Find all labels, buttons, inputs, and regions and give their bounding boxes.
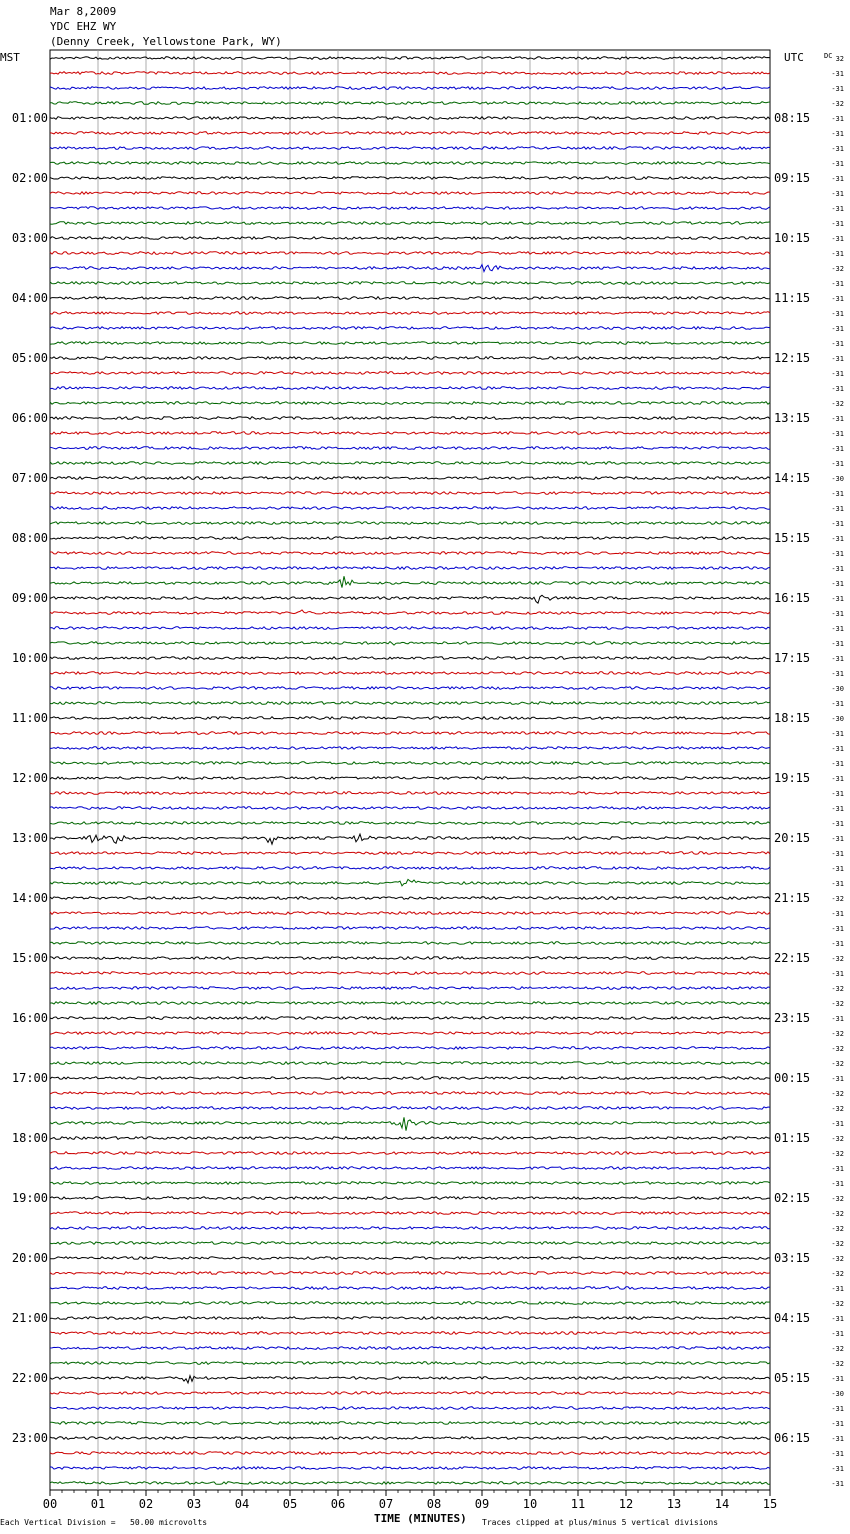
dc-offset-label: -31 xyxy=(831,430,844,438)
dc-offset-label: -32 xyxy=(831,1360,844,1368)
dc-offset-label: -31 xyxy=(831,1375,844,1383)
dc-offset-label: -31 xyxy=(831,370,844,378)
dc-offset-label: -31 xyxy=(831,1330,844,1338)
right-hour-label: 18:15 xyxy=(774,711,811,725)
trace-line xyxy=(50,1422,770,1425)
trace-line xyxy=(50,942,770,945)
dc-offset-label: -31 xyxy=(831,1480,844,1488)
trace-line xyxy=(50,462,770,465)
right-hour-label: 19:15 xyxy=(774,771,811,785)
left-hour-label: 22:00 xyxy=(11,1371,48,1385)
dc-offset-label: -31 xyxy=(831,910,844,918)
trace-line xyxy=(50,312,770,315)
trace-line xyxy=(50,792,770,795)
dc-offset-label: -31 xyxy=(831,385,844,393)
dc-offset-label: -31 xyxy=(831,745,844,753)
left-hour-label: 08:00 xyxy=(11,531,48,545)
right-hour-label: 23:15 xyxy=(774,1011,811,1025)
x-tick-label: 13 xyxy=(666,1497,682,1511)
trace-line xyxy=(50,1167,770,1170)
dc-offset-label: -31 xyxy=(831,1420,844,1428)
x-axis-title: TIME (MINUTES) xyxy=(374,1512,467,1525)
dc-offset-label: -31 xyxy=(831,880,844,888)
x-tick-label: 08 xyxy=(426,1497,442,1511)
trace-line xyxy=(50,162,770,165)
trace-line xyxy=(50,282,770,285)
right-hour-label: 15:15 xyxy=(774,531,811,545)
trace-line xyxy=(50,1242,770,1245)
trace-line xyxy=(50,576,770,587)
x-tick-label: 01 xyxy=(90,1497,106,1511)
trace-line xyxy=(50,357,770,360)
right-hour-label: 17:15 xyxy=(774,651,811,665)
dc-offset-label: -31 xyxy=(831,505,844,513)
trace-line xyxy=(50,807,770,810)
dc-offset-label: -31 xyxy=(831,415,844,423)
right-hour-label: 01:15 xyxy=(774,1131,811,1145)
trace-line xyxy=(50,595,770,603)
left-hour-label: 16:00 xyxy=(11,1011,48,1025)
trace-line xyxy=(50,777,770,780)
dc-offset-label: -31 xyxy=(831,1435,844,1443)
trace-line xyxy=(50,762,770,765)
x-tick-label: 03 xyxy=(186,1497,202,1511)
trace-line xyxy=(50,87,770,90)
dc-offset-label: -31 xyxy=(831,850,844,858)
dc-offset-label: -32 xyxy=(831,265,844,273)
x-tick-label: 07 xyxy=(378,1497,394,1511)
trace-line xyxy=(50,672,770,675)
dc-offset-label: -30 xyxy=(831,685,844,693)
trace-line xyxy=(50,1137,770,1140)
right-hour-label: 06:15 xyxy=(774,1431,811,1445)
dc-offset-label: -31 xyxy=(831,760,844,768)
left-hour-label: 21:00 xyxy=(11,1311,48,1325)
dc-offset-label: -31 xyxy=(831,820,844,828)
dc-offset-label: -31 xyxy=(831,355,844,363)
trace-line xyxy=(50,177,770,180)
dc-offset-label: -31 xyxy=(831,1405,844,1413)
dc-offset-label: -31 xyxy=(831,640,844,648)
trace-line xyxy=(50,1452,770,1455)
trace-line xyxy=(50,657,770,660)
trace-line xyxy=(50,1077,770,1080)
trace-line xyxy=(50,522,770,525)
trace-line xyxy=(50,342,770,345)
trace-line xyxy=(50,879,770,885)
dc-offset-label: -31 xyxy=(831,775,844,783)
dc-offset-label: -31 xyxy=(831,295,844,303)
dc-offset-label: -31 xyxy=(831,220,844,228)
trace-line xyxy=(50,537,770,540)
left-hour-label: 12:00 xyxy=(11,771,48,785)
trace-line xyxy=(50,1002,770,1005)
left-hour-label: 18:00 xyxy=(11,1131,48,1145)
right-hour-label: 13:15 xyxy=(774,411,811,425)
trace-line xyxy=(50,447,770,450)
left-hour-label: 13:00 xyxy=(11,831,48,845)
dc-offset-label: -31 xyxy=(831,655,844,663)
dc-offset-label: -30 xyxy=(831,1390,844,1398)
trace-line xyxy=(50,642,770,646)
right-hour-label: 02:15 xyxy=(774,1191,811,1205)
dc-offset-label: -32 xyxy=(831,1270,844,1278)
trace-line xyxy=(50,252,770,255)
trace-line xyxy=(50,702,770,705)
trace-line xyxy=(50,1032,770,1035)
dc-offset-label: -31 xyxy=(831,670,844,678)
left-hour-label: 01:00 xyxy=(11,111,48,125)
dc-offset-label: -31 xyxy=(831,790,844,798)
dc-offset-label: -31 xyxy=(831,970,844,978)
right-hour-label: 10:15 xyxy=(774,231,811,245)
trace-line xyxy=(50,372,770,375)
trace-line xyxy=(50,1437,770,1440)
x-tick-label: 11 xyxy=(570,1497,586,1511)
trace-line xyxy=(50,1467,770,1470)
left-hour-label: 15:00 xyxy=(11,951,48,965)
left-hour-label: 02:00 xyxy=(11,171,48,185)
dc-offset-label: -32 xyxy=(831,1105,844,1113)
dc-offset-label: -31 xyxy=(831,145,844,153)
trace-line xyxy=(50,132,770,135)
trace-line xyxy=(50,1347,770,1350)
trace-line xyxy=(50,972,770,975)
trace-line xyxy=(50,57,770,60)
trace-line xyxy=(50,897,770,900)
dc-offset-label: -32 xyxy=(831,1135,844,1143)
trace-line xyxy=(50,1117,770,1130)
dc-offset-label: -31 xyxy=(831,460,844,468)
dc-offset-label: -31 xyxy=(831,565,844,573)
right-hour-label: 05:15 xyxy=(774,1371,811,1385)
x-tick-label: 09 xyxy=(474,1497,490,1511)
left-hour-label: 14:00 xyxy=(11,891,48,905)
left-hour-label: 06:00 xyxy=(11,411,48,425)
trace-line xyxy=(50,507,770,510)
trace-line xyxy=(50,834,770,844)
dc-offset-label: -32 xyxy=(831,1240,844,1248)
trace-line xyxy=(50,567,770,570)
trace-line xyxy=(50,747,770,750)
dc-offset-label: -31 xyxy=(831,340,844,348)
trace-line xyxy=(50,1332,770,1335)
trace-line xyxy=(50,1047,770,1050)
dc-offset-label: -31 xyxy=(831,160,844,168)
dc-offset-label: -31 xyxy=(831,1180,844,1188)
dc-offset-label: -31 xyxy=(831,1285,844,1293)
dc-offset-label: -31 xyxy=(831,310,844,318)
dc-offset-label: -32 xyxy=(831,400,844,408)
dc-offset-label: -31 xyxy=(831,550,844,558)
trace-line xyxy=(50,627,770,630)
dc-offset-label: -31 xyxy=(831,1120,844,1128)
left-timezone-label: MST xyxy=(0,51,20,64)
trace-line xyxy=(50,102,770,105)
dc-offset-label: -31 xyxy=(831,595,844,603)
dc-offset-label: -30 xyxy=(831,715,844,723)
dc-offset-label: -31 xyxy=(831,85,844,93)
dc-offset-label: -31 xyxy=(831,610,844,618)
trace-line xyxy=(50,957,770,960)
x-tick-label: 00 xyxy=(42,1497,58,1511)
trace-line xyxy=(50,912,770,915)
trace-line xyxy=(50,852,770,855)
trace-line xyxy=(50,1197,770,1200)
dc-offset-label: -31 xyxy=(831,925,844,933)
trace-line xyxy=(50,117,770,120)
dc-offset-label: -32 xyxy=(831,1300,844,1308)
trace-line xyxy=(50,147,770,150)
dc-offset-label: -31 xyxy=(831,700,844,708)
vertical-division-note: Each Vertical Division = 50.00 microvolts xyxy=(0,1518,208,1527)
trace-line xyxy=(50,1317,770,1320)
x-tick-label: 10 xyxy=(522,1497,538,1511)
trace-line xyxy=(50,1257,770,1260)
trace-line xyxy=(50,72,770,75)
trace-line xyxy=(50,1407,770,1410)
dc-offset-label: -31 xyxy=(831,235,844,243)
trace-line xyxy=(50,717,770,720)
dc-offset-label: -31 xyxy=(831,1315,844,1323)
dc-offset-label: -31 xyxy=(831,325,844,333)
trace-line xyxy=(50,207,770,210)
left-hour-label: 23:00 xyxy=(11,1431,48,1445)
dc-offset-label: -31 xyxy=(831,625,844,633)
left-hour-label: 03:00 xyxy=(11,231,48,245)
trace-line xyxy=(50,927,770,930)
station-code: YDC EHZ WY xyxy=(50,20,117,33)
right-hour-label: 04:15 xyxy=(774,1311,811,1325)
trace-line xyxy=(50,327,770,330)
dc-offset-label: -32 xyxy=(831,1030,844,1038)
dc-offset-header: DC xyxy=(824,52,833,60)
dc-offset-label: -31 xyxy=(831,280,844,288)
trace-line xyxy=(50,192,770,195)
trace-line xyxy=(50,477,770,480)
dc-offset-label: -31 xyxy=(831,130,844,138)
right-hour-label: 00:15 xyxy=(774,1071,811,1085)
left-hour-label: 07:00 xyxy=(11,471,48,485)
left-hour-label: 10:00 xyxy=(11,651,48,665)
dc-offset-label: -32 xyxy=(831,895,844,903)
trace-line xyxy=(50,1182,770,1185)
right-hour-label: 03:15 xyxy=(774,1251,811,1265)
left-hour-label: 19:00 xyxy=(11,1191,48,1205)
trace-line xyxy=(50,1017,770,1020)
dc-offset-label: -32 xyxy=(831,1210,844,1218)
dc-offset-label: -32 xyxy=(831,1045,844,1053)
right-hour-label: 20:15 xyxy=(774,831,811,845)
trace-line xyxy=(50,1482,770,1485)
dc-offset-label: -31 xyxy=(831,940,844,948)
dc-offset-label: -31 xyxy=(831,490,844,498)
trace-line xyxy=(50,222,770,225)
x-tick-label: 04 xyxy=(234,1497,250,1511)
trace-line xyxy=(50,552,770,555)
dc-offset-label: -32 xyxy=(831,1150,844,1158)
dc-offset-label: -31 xyxy=(831,115,844,123)
dc-offset-label: -31 xyxy=(831,1015,844,1023)
trace-line xyxy=(50,610,770,614)
dc-offset-label: -31 xyxy=(831,1165,844,1173)
trace-line xyxy=(50,492,770,495)
trace-line xyxy=(50,1392,770,1395)
trace-line xyxy=(50,1376,770,1383)
dc-offset-label: -30 xyxy=(831,475,844,483)
dc-offset-label: -32 xyxy=(831,1090,844,1098)
dc-offset-label: 32 xyxy=(835,55,844,63)
right-hour-label: 12:15 xyxy=(774,351,811,365)
dc-offset-label: -31 xyxy=(831,175,844,183)
left-hour-label: 05:00 xyxy=(11,351,48,365)
dc-offset-label: -31 xyxy=(831,250,844,258)
x-tick-label: 05 xyxy=(282,1497,298,1511)
trace-line xyxy=(50,1302,770,1305)
trace-line xyxy=(50,987,770,990)
trace-line xyxy=(50,1227,770,1230)
dc-offset-label: -32 xyxy=(831,1345,844,1353)
trace-line xyxy=(50,732,770,735)
station-location: (Denny Creek, Yellowstone Park, WY) xyxy=(50,35,282,48)
dc-offset-label: -32 xyxy=(831,955,844,963)
trace-line xyxy=(50,387,770,390)
x-tick-label: 15 xyxy=(762,1497,778,1511)
x-tick-label: 14 xyxy=(714,1497,730,1511)
trace-line xyxy=(50,417,770,420)
dc-offset-label: -32 xyxy=(831,1195,844,1203)
trace-line xyxy=(50,1212,770,1215)
dc-offset-label: -31 xyxy=(831,730,844,738)
trace-line xyxy=(50,1272,770,1275)
right-hour-label: 08:15 xyxy=(774,111,811,125)
trace-line xyxy=(50,867,770,870)
trace-line xyxy=(50,822,770,825)
dc-offset-label: -31 xyxy=(831,835,844,843)
right-hour-label: 21:15 xyxy=(774,891,811,905)
dc-offset-label: -32 xyxy=(831,1225,844,1233)
clipping-note: Traces clipped at plus/minus 5 vertical divisions xyxy=(482,1518,719,1527)
right-hour-label: 16:15 xyxy=(774,591,811,605)
right-timezone-label: UTC xyxy=(784,51,804,64)
trace-line xyxy=(50,402,770,405)
trace-line xyxy=(50,432,770,435)
dc-offset-label: -32 xyxy=(831,1000,844,1008)
dc-offset-label: -31 xyxy=(831,1465,844,1473)
trace-line xyxy=(50,1362,770,1365)
dc-offset-label: -31 xyxy=(831,445,844,453)
trace-line xyxy=(50,237,770,240)
dc-offset-label: -31 xyxy=(831,1075,844,1083)
dc-offset-label: -31 xyxy=(831,580,844,588)
dc-offset-label: -32 xyxy=(831,100,844,108)
trace-line xyxy=(50,1062,770,1065)
trace-line xyxy=(50,1107,770,1110)
right-hour-label: 09:15 xyxy=(774,171,811,185)
trace-line xyxy=(50,1152,770,1155)
left-hour-label: 04:00 xyxy=(11,291,48,305)
right-hour-label: 22:15 xyxy=(774,951,811,965)
x-tick-label: 12 xyxy=(618,1497,634,1511)
trace-line xyxy=(50,687,770,690)
dc-offset-label: -32 xyxy=(831,985,844,993)
right-hour-label: 14:15 xyxy=(774,471,811,485)
dc-offset-label: -31 xyxy=(831,805,844,813)
dc-offset-label: -31 xyxy=(831,520,844,528)
left-hour-label: 11:00 xyxy=(11,711,48,725)
trace-line xyxy=(50,297,770,300)
left-hour-label: 20:00 xyxy=(11,1251,48,1265)
dc-offset-label: -31 xyxy=(831,70,844,78)
dc-offset-label: -31 xyxy=(831,1450,844,1458)
x-tick-label: 06 xyxy=(330,1497,346,1511)
x-tick-label: 02 xyxy=(138,1497,154,1511)
trace-line xyxy=(50,1287,770,1290)
left-hour-label: 09:00 xyxy=(11,591,48,605)
plot-date: Mar 8,2009 xyxy=(50,5,117,18)
dc-offset-label: -32 xyxy=(831,1255,844,1263)
left-hour-label: 17:00 xyxy=(11,1071,48,1085)
trace-line xyxy=(50,1092,770,1095)
dc-offset-label: -31 xyxy=(831,190,844,198)
right-hour-label: 11:15 xyxy=(774,291,811,305)
dc-offset-label: -31 xyxy=(831,865,844,873)
trace-line xyxy=(50,265,770,272)
dc-offset-label: -31 xyxy=(831,535,844,543)
dc-offset-label: -32 xyxy=(831,1060,844,1068)
dc-offset-label: -31 xyxy=(831,205,844,213)
